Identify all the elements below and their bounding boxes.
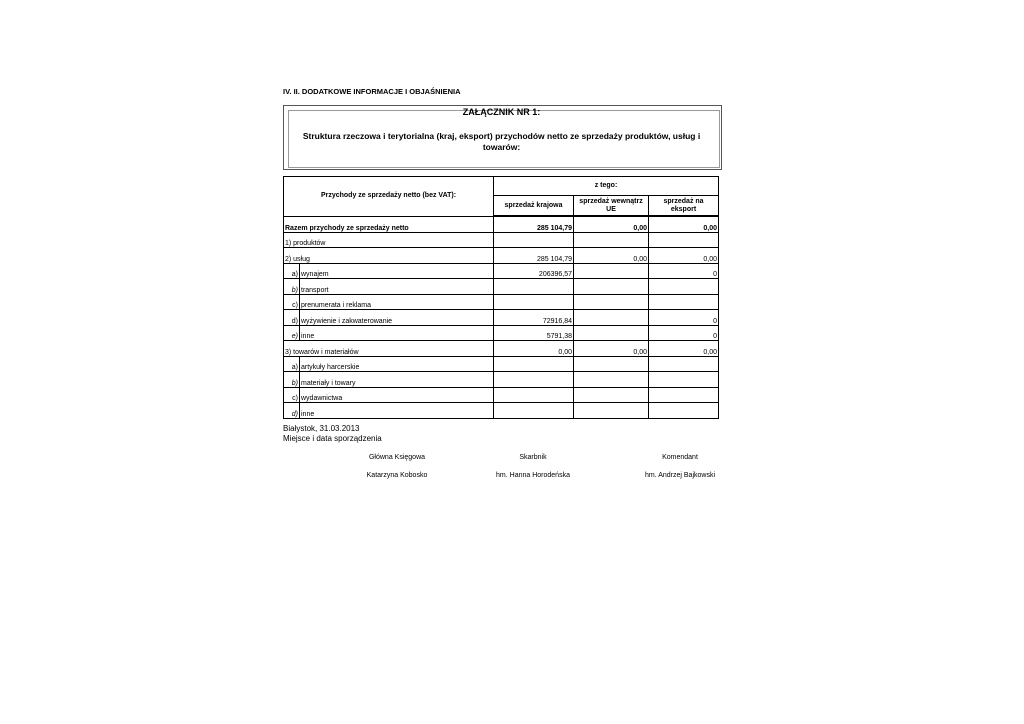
row-letter: c) bbox=[284, 294, 300, 310]
row-letter: d) bbox=[284, 310, 300, 326]
annex-description: Struktura rzeczowa i terytorialna (kraj, eksport) przychodów netto ze sprzedaży produktów, usług i towarów: bbox=[302, 131, 701, 152]
header-revenue: Przychody ze sprzedaży netto (bez VAT): bbox=[284, 177, 494, 217]
cell-eu bbox=[574, 403, 649, 419]
header-domestic: sprzedaż krajowa bbox=[494, 196, 574, 217]
place-label: Miejsce i data sporządzenia bbox=[283, 434, 382, 443]
cell-export: 0,00 bbox=[649, 216, 719, 232]
table-row bbox=[284, 310, 719, 326]
cell-export bbox=[649, 387, 719, 403]
revenue-table bbox=[283, 176, 719, 419]
table-row bbox=[284, 387, 719, 403]
place-date: Białystok, 31.03.2013 bbox=[283, 424, 360, 433]
header-export: sprzedaż na eksport bbox=[649, 196, 719, 217]
row-label: inne bbox=[300, 325, 494, 341]
cell-export: 0 bbox=[649, 263, 719, 279]
cell-export bbox=[649, 356, 719, 372]
cell-eu bbox=[574, 310, 649, 326]
cell-eu bbox=[574, 356, 649, 372]
cell-eu: 0,00 bbox=[574, 248, 649, 264]
cell-domestic: 5791,38 bbox=[494, 325, 574, 341]
signature-name: hm. Andrzej Bajkowski bbox=[644, 472, 716, 479]
cell-eu: 0,00 bbox=[574, 341, 649, 357]
header-eu: sprzedaż wewnątrz UE bbox=[574, 196, 649, 217]
cell-export: 0,00 bbox=[649, 248, 719, 264]
table-row bbox=[284, 356, 719, 372]
row-label: 1) produktów bbox=[284, 232, 494, 248]
row-label: wydawnictwa bbox=[300, 387, 494, 403]
signature-commander bbox=[620, 454, 740, 479]
row-label: wyżywienie i zakwaterowanie bbox=[300, 310, 494, 326]
table-row bbox=[284, 341, 719, 357]
cell-domestic bbox=[494, 279, 574, 295]
row-label: 3) towarów i materiałów bbox=[284, 341, 494, 357]
cell-export bbox=[649, 403, 719, 419]
cell-export bbox=[649, 372, 719, 388]
cell-export bbox=[649, 279, 719, 295]
row-label: materiały i towary bbox=[300, 372, 494, 388]
table-row bbox=[284, 403, 719, 419]
table-row bbox=[284, 279, 719, 295]
row-label: artykuły harcerskie bbox=[300, 356, 494, 372]
cell-domestic bbox=[494, 356, 574, 372]
signature-role: Skarbnik bbox=[519, 454, 547, 461]
cell-export: 0 bbox=[649, 310, 719, 326]
cell-export bbox=[649, 232, 719, 248]
row-letter: d) bbox=[284, 403, 300, 419]
section-title: IV. II. DODATKOWE INFORMACJE I OBJAŚNIENIA bbox=[283, 87, 461, 96]
signature-name: Katarzyna Kobosko bbox=[366, 472, 428, 479]
row-label: prenumerata i reklama bbox=[300, 294, 494, 310]
cell-domestic bbox=[494, 387, 574, 403]
cell-eu bbox=[574, 325, 649, 341]
table-row bbox=[284, 263, 719, 279]
table-row bbox=[284, 372, 719, 388]
cell-eu bbox=[574, 387, 649, 403]
place-date-block bbox=[283, 424, 382, 444]
row-label: 2) usług bbox=[284, 248, 494, 264]
header-group: z tego: bbox=[494, 177, 719, 196]
cell-domestic: 285 104,79 bbox=[494, 248, 574, 264]
signature-role: Komendant bbox=[662, 454, 698, 461]
signature-name: hm. Hanna Horodeńska bbox=[496, 472, 570, 479]
row-letter: a) bbox=[284, 356, 300, 372]
cell-domestic: 285 104,79 bbox=[494, 216, 574, 232]
signature-role: Główna Księgowa bbox=[368, 454, 426, 461]
cell-eu bbox=[574, 263, 649, 279]
row-label: transport bbox=[300, 279, 494, 295]
cell-domestic bbox=[494, 294, 574, 310]
table-row bbox=[284, 232, 719, 248]
cell-eu bbox=[574, 279, 649, 295]
row-letter: b) bbox=[284, 372, 300, 388]
signature-treasurer bbox=[473, 454, 593, 479]
cell-domestic bbox=[494, 232, 574, 248]
row-letter: e) bbox=[284, 325, 300, 341]
row-letter: c) bbox=[284, 387, 300, 403]
signature-accountant bbox=[337, 454, 457, 479]
cell-export: 0 bbox=[649, 325, 719, 341]
cell-eu: 0,00 bbox=[574, 216, 649, 232]
row-label: wynajem bbox=[300, 263, 494, 279]
cell-domestic bbox=[494, 403, 574, 419]
table-row bbox=[284, 216, 719, 232]
cell-export bbox=[649, 294, 719, 310]
cell-eu bbox=[574, 232, 649, 248]
row-label: Razem przychody ze sprzedaży netto bbox=[284, 216, 494, 232]
cell-export: 0,00 bbox=[649, 341, 719, 357]
cell-eu bbox=[574, 372, 649, 388]
cell-domestic bbox=[494, 372, 574, 388]
row-letter: b) bbox=[284, 279, 300, 295]
cell-eu bbox=[574, 294, 649, 310]
cell-domestic: 206396,57 bbox=[494, 263, 574, 279]
annex-title: ZAŁĄCZNIK NR 1: bbox=[462, 107, 541, 117]
row-letter: a) bbox=[284, 263, 300, 279]
cell-domestic: 0,00 bbox=[494, 341, 574, 357]
cell-domestic: 72916,84 bbox=[494, 310, 574, 326]
table-row bbox=[284, 248, 719, 264]
row-label: inne bbox=[300, 403, 494, 419]
table-row bbox=[284, 325, 719, 341]
table-row bbox=[284, 294, 719, 310]
